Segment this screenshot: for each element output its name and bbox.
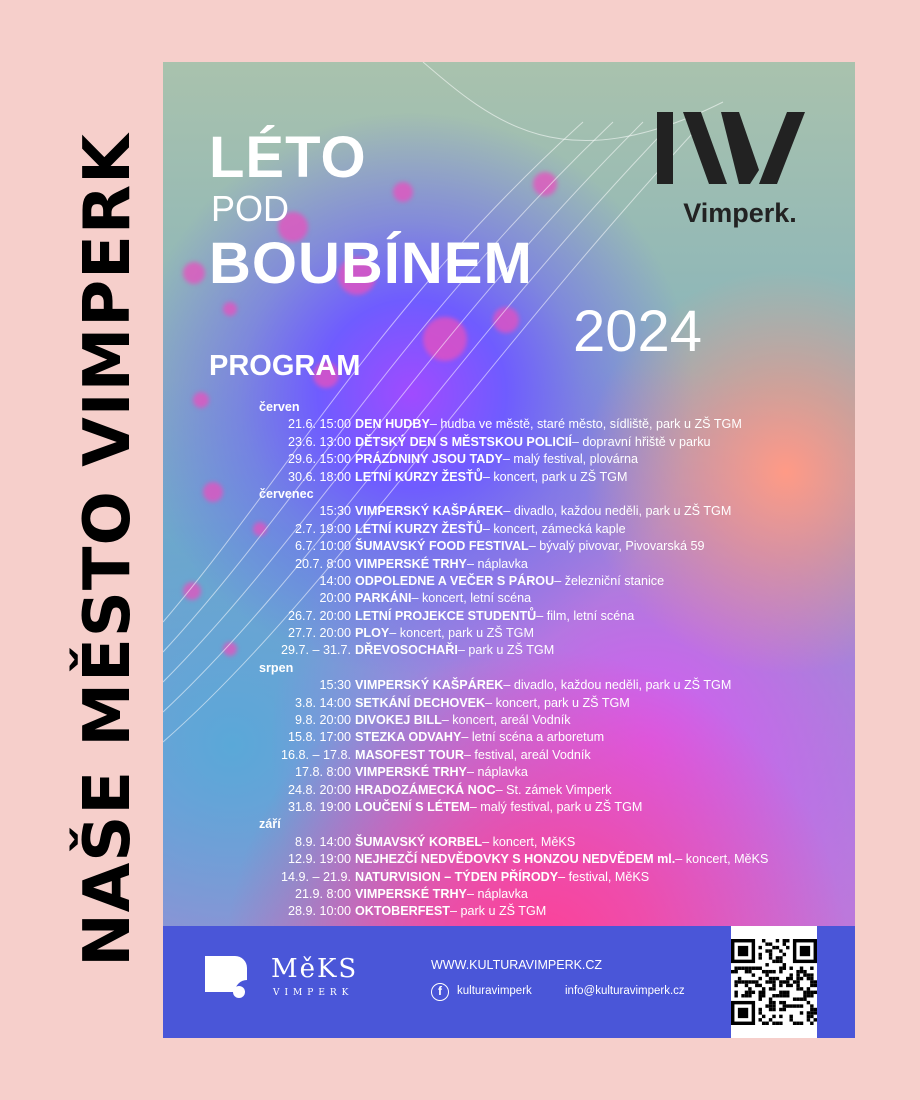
- event-date: 29.7. – 31.7.: [280, 643, 351, 658]
- event-row: [259, 799, 839, 816]
- vimperk-logo-text: Vimperk.: [683, 198, 797, 228]
- event-date: 23.6. 13:00: [287, 434, 351, 449]
- event-name: MASOFEST TOUR: [355, 747, 464, 762]
- event-name: DEN HUDBY: [355, 417, 430, 432]
- event-date: 8.9. 14:00: [294, 834, 351, 849]
- event-name: ODPOLEDNE A VEČER S PÁROU: [355, 573, 555, 588]
- event-row: [259, 729, 839, 746]
- facebook-icon[interactable]: f: [431, 983, 449, 1001]
- vimperk-logo: [655, 106, 825, 238]
- event-name: ŠUMAVSKÝ FOOD FESTIVAL: [355, 539, 529, 554]
- event-date: 17.8. 8:00: [294, 765, 351, 780]
- event-row: [259, 851, 839, 868]
- event-name: NEJHEZČÍ NEDVĚDOVKY S HONZOU NEDVĚDEM ml.: [355, 852, 676, 867]
- event-name: LOUČENÍ S LÉTEM: [355, 799, 470, 814]
- event-description: – koncert, areál Vodník: [441, 713, 571, 728]
- event-description: – letní scéna a arboretum: [461, 730, 605, 745]
- event-description: – festival, MěKS: [558, 869, 650, 884]
- event-row: [259, 573, 839, 590]
- event-description: – koncert, park u ZŠ TGM: [485, 695, 630, 710]
- event-description: – náplavka: [466, 765, 528, 780]
- event-date: 15:30: [319, 504, 351, 519]
- event-name: VIMPERSKÝ KAŠPÁREK: [355, 678, 504, 693]
- website-link[interactable]: WWW.KULTURAVIMPERK.CZ: [431, 958, 603, 972]
- event-description: – koncert, park u ZŠ TGM: [482, 469, 628, 484]
- event-row: [259, 886, 839, 903]
- meks-logo-icon: [205, 956, 247, 998]
- event-name: PLOY: [355, 626, 390, 641]
- event-date: 21.9. 8:00: [294, 886, 351, 901]
- event-description: – divadlo, každou neděli, park u ZŠ TGM: [503, 504, 732, 519]
- event-name: DĚTSKÝ DEN S MĚSTSKOU POLICIÍ: [355, 434, 572, 449]
- event-description: – koncert, letní scéna: [411, 591, 532, 606]
- event-row: [259, 503, 839, 520]
- program-heading: PROGRAM: [209, 350, 361, 382]
- month-heading: červen: [259, 400, 300, 414]
- event-row: [259, 747, 839, 764]
- year: 2024: [573, 299, 703, 364]
- event-row: [259, 590, 839, 607]
- event-row: [259, 903, 839, 920]
- event-date: 28.9. 10:00: [287, 904, 351, 919]
- event-date: 3.8. 14:00: [294, 695, 351, 710]
- event-row: [259, 469, 839, 486]
- event-row: [259, 625, 839, 642]
- event-date: 26.7. 20:00: [287, 608, 351, 623]
- event-row: [259, 834, 839, 851]
- event-row: [259, 416, 839, 433]
- event-description: – malý festival, plovárna: [502, 452, 638, 467]
- event-name: LETNÍ PROJEKCE STUDENTŮ: [355, 608, 537, 623]
- event-name: OKTOBERFEST: [355, 904, 450, 919]
- month-heading: srpen: [259, 660, 294, 675]
- event-date: 15.8. 17:00: [287, 730, 351, 745]
- event-name: ŠUMAVSKÝ KORBEL: [355, 834, 483, 849]
- title-line-3: BOUBÍNEM: [209, 231, 533, 296]
- event-description: – koncert, park u ZŠ TGM: [389, 626, 534, 641]
- event-date: 6.7. 10:00: [294, 539, 351, 554]
- event-row: [259, 434, 839, 451]
- event-name: SETKÁNÍ DECHOVEK: [355, 695, 486, 710]
- event-row: [259, 642, 839, 659]
- side-title-box: [68, 70, 148, 1030]
- event-name: DIVOKEJ BILL: [355, 713, 442, 728]
- title-line-1: LÉTO: [209, 125, 367, 190]
- event-description: – malý festival, park u ZŠ TGM: [469, 799, 643, 814]
- email-link[interactable]: info@kulturavimperk.cz: [565, 985, 685, 997]
- event-name: VIMPERSKÝ KAŠPÁREK: [355, 504, 504, 519]
- event-row: [259, 608, 839, 625]
- event-description: – divadlo, každou neděli, park u ZŠ TGM: [503, 678, 732, 693]
- event-date: 2.7. 19:00: [294, 521, 351, 536]
- event-description: – koncert, zámecká kaple: [482, 521, 626, 536]
- month-heading: červenec: [259, 486, 314, 501]
- event-date: 21.6. 15:00: [287, 417, 351, 432]
- event-row: [259, 695, 839, 712]
- event-name: DŘEVOSOCHAŘI: [355, 643, 458, 658]
- event-date: 20.7. 8:00: [294, 556, 351, 571]
- event-name: STEZKA ODVAHY: [355, 730, 462, 745]
- poster: [163, 62, 855, 1038]
- event-description: – festival, areál Vodník: [463, 747, 591, 762]
- event-name: LETNÍ KURZY ŽESŤŮ: [355, 521, 483, 536]
- event-row: [259, 556, 839, 573]
- event-row: [259, 782, 839, 799]
- event-date: 9.8. 20:00: [294, 713, 351, 728]
- title-line-2: POD: [211, 188, 290, 229]
- event-description: – železniční stanice: [554, 573, 665, 588]
- event-date: 12.9. 19:00: [287, 852, 351, 867]
- footer: [163, 926, 855, 1038]
- event-description: – hudba ve městě, staré město, sídliště, park u ZŠ TGM: [429, 417, 742, 432]
- event-date: 15:30: [319, 678, 351, 693]
- event-date: 27.7. 20:00: [287, 626, 351, 641]
- event-description: – koncert, MěKS: [482, 834, 576, 849]
- event-name: LETNÍ KURZY ŽESŤŮ: [355, 469, 483, 484]
- qr-code-icon[interactable]: [731, 939, 817, 1025]
- event-date: 14.9. – 21.9.: [280, 869, 351, 884]
- event-date: 24.8. 20:00: [287, 782, 351, 797]
- meks-name: MěKS: [271, 954, 359, 984]
- event-description: – náplavka: [466, 886, 528, 901]
- event-description: – St. zámek Vimperk: [495, 782, 612, 797]
- event-date: 20:00: [319, 591, 351, 606]
- side-title: NAŠE MĚSTO VIMPERK: [71, 133, 145, 967]
- event-row: [259, 521, 839, 538]
- event-row: [259, 712, 839, 729]
- qr-code-panel: [731, 926, 817, 1038]
- event-name: NATURVISION – TÝDEN PŘÍRODY: [355, 869, 559, 884]
- event-name: PARKÁNI: [355, 591, 412, 606]
- event-description: – koncert, MěKS: [675, 852, 769, 867]
- event-date: 30.6. 18:00: [287, 469, 351, 484]
- event-description: – film, letní scéna: [536, 608, 635, 623]
- event-name: VIMPERSKÉ TRHY: [355, 556, 467, 571]
- event-date: 31.8. 19:00: [287, 799, 351, 814]
- event-row: [259, 538, 839, 555]
- vimperk-w-icon: [655, 106, 825, 198]
- event-description: – bývalý pivovar, Pivovarská 59: [528, 539, 705, 554]
- event-description: – náplavka: [466, 556, 528, 571]
- event-name: VIMPERSKÉ TRHY: [355, 765, 467, 780]
- program-list: [259, 399, 839, 921]
- event-date: 29.6. 15:00: [287, 452, 351, 467]
- event-name: HRADOZÁMECKÁ NOC: [355, 782, 496, 797]
- facebook-link[interactable]: kulturavimperk: [457, 985, 532, 997]
- event-description: – park u ZŠ TGM: [449, 904, 547, 919]
- meks-subtitle: VIMPERK: [273, 988, 354, 998]
- event-date: 14:00: [319, 573, 351, 588]
- event-row: [259, 869, 839, 886]
- event-date: 16.8. – 17.8.: [280, 747, 351, 762]
- event-row: [259, 764, 839, 781]
- event-name: VIMPERSKÉ TRHY: [355, 886, 467, 901]
- month-heading: září: [259, 817, 281, 832]
- event-row: [259, 451, 839, 468]
- event-name: PRÁZDNINY JSOU TADY: [355, 452, 503, 467]
- event-description: – park u ZŠ TGM: [457, 643, 555, 658]
- event-row: [259, 677, 839, 694]
- event-description: – dopravní hřiště v parku: [571, 434, 711, 449]
